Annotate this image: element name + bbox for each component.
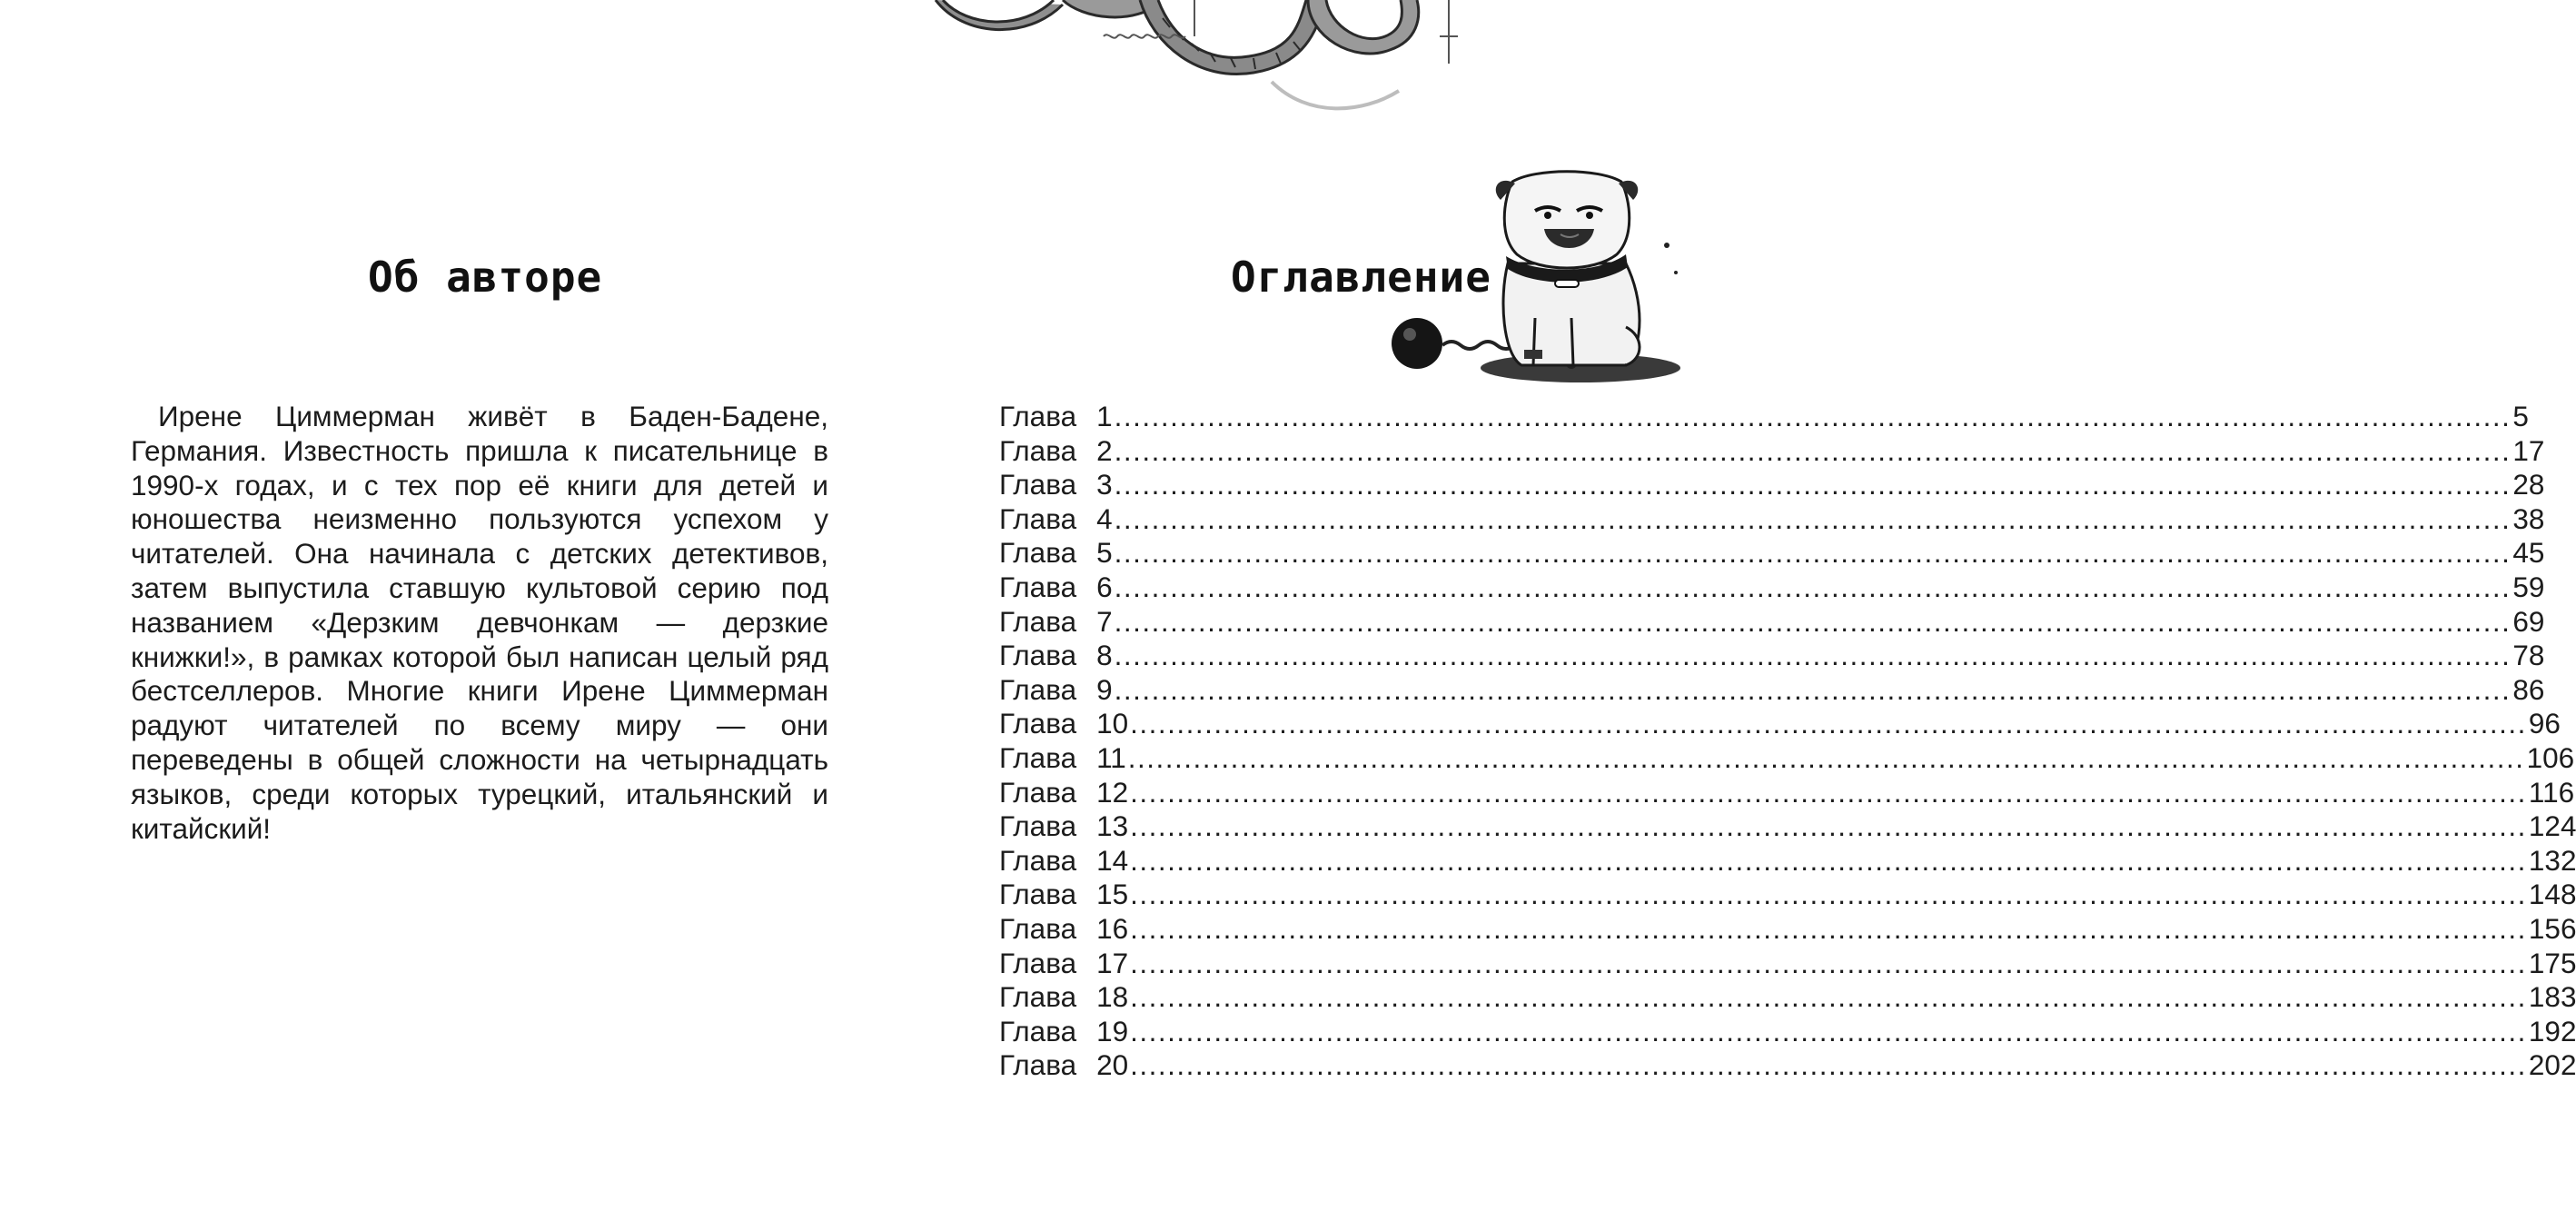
- toc-label: Глава: [999, 809, 1077, 843]
- toc-entry[interactable]: [999, 468, 2545, 502]
- toc-entry[interactable]: [999, 740, 2575, 776]
- toc-leader-dots: ......................................................................................................................................................: [1114, 604, 2512, 638]
- toc-label: Глава: [999, 843, 1077, 877]
- toc-page-number: 69: [2512, 604, 2545, 638]
- right-page: [908, 0, 2576, 1221]
- toc-page-number: 175: [2528, 946, 2576, 979]
- toc-label: Глава: [999, 468, 1077, 501]
- toc-page-number: 148: [2528, 878, 2576, 911]
- toc-entry[interactable]: [999, 501, 2545, 537]
- toc-page-number: 38: [2512, 501, 2545, 535]
- toc-entry[interactable]: [999, 843, 2576, 879]
- toc-leader-dots: ......................................................................................................................................................: [1130, 911, 2527, 945]
- toc-label: Глава: [999, 740, 1077, 774]
- toc-label: Глава: [999, 946, 1077, 979]
- toc-page-number: 5: [2512, 400, 2529, 432]
- toc-entry[interactable]: [999, 400, 2529, 434]
- contents-heading: Оглавление: [1231, 253, 1491, 302]
- toc-entry[interactable]: [999, 911, 2576, 947]
- toc-leader-dots: ......................................................................................................................................................: [1114, 433, 2512, 467]
- toc-page-number: 45: [2512, 536, 2545, 570]
- toc-leader-dots: ......................................................................................................................................................: [1127, 740, 2525, 774]
- toc-leader-dots: ......................................................................................................................................................: [1130, 809, 2527, 843]
- toc-chapter-number: 10: [1096, 707, 1129, 740]
- toc-chapter-number: 18: [1096, 980, 1129, 1014]
- toc-leader-dots: ......................................................................................................................................................: [1130, 843, 2527, 877]
- toc-leader-dots: ......................................................................................................................................................: [1114, 672, 2512, 706]
- toc-chapter-number: 6: [1096, 570, 1113, 603]
- table-of-contents: [999, 400, 2576, 1083]
- toc-chapter-number: 9: [1096, 672, 1113, 706]
- toc-entry[interactable]: [999, 570, 2545, 605]
- toc-entry[interactable]: [999, 672, 2545, 708]
- toc-label: Глава: [999, 536, 1077, 570]
- toc-label: Глава: [999, 1014, 1077, 1047]
- toc-chapter-number: 7: [1096, 604, 1113, 638]
- toc-chapter-number: 5: [1096, 536, 1113, 570]
- toc-label: Глава: [999, 570, 1077, 603]
- toc-entry[interactable]: [999, 433, 2545, 469]
- toc-chapter-number: 11: [1096, 740, 1126, 774]
- toc-page-number: 156: [2528, 911, 2576, 945]
- toc-chapter-number: 13: [1096, 809, 1129, 843]
- toc-page-number: 132: [2528, 843, 2576, 877]
- toc-label: Глава: [999, 1048, 1077, 1082]
- toc-page-number: 106: [2526, 740, 2575, 774]
- toc-leader-dots: ......................................................................................................................................................: [1114, 400, 2512, 432]
- toc-label: Глава: [999, 775, 1077, 809]
- left-page: [0, 0, 908, 1221]
- toc-leader-dots: ......................................................................................................................................................: [1130, 1048, 2527, 1082]
- toc-label: Глава: [999, 911, 1077, 945]
- pug-with-ball-and-chain-illustration-icon: [1353, 164, 1689, 391]
- toc-page-number: 124: [2528, 809, 2576, 843]
- toc-page-number: 78: [2512, 639, 2545, 672]
- toc-entry[interactable]: [999, 1014, 2576, 1049]
- toc-chapter-number: 8: [1096, 639, 1113, 672]
- toc-leader-dots: ......................................................................................................................................................: [1114, 468, 2512, 501]
- toc-entry[interactable]: [999, 536, 2545, 571]
- toc-leader-dots: ......................................................................................................................................................: [1114, 570, 2512, 603]
- toc-entry[interactable]: [999, 707, 2561, 741]
- toc-page-number: 116: [2528, 775, 2575, 809]
- toc-leader-dots: ......................................................................................................................................................: [1130, 946, 2527, 979]
- toc-page-number: 192: [2528, 1014, 2576, 1047]
- toc-page-number: 59: [2512, 570, 2545, 603]
- toc-label: Глава: [999, 433, 1077, 467]
- toc-leader-dots: ......................................................................................................................................................: [1114, 501, 2512, 535]
- toc-page-number: 28: [2512, 468, 2545, 501]
- toc-label: Глава: [999, 707, 1077, 740]
- toc-label: Глава: [999, 604, 1077, 638]
- toc-chapter-number: 15: [1096, 878, 1129, 911]
- toc-leader-dots: ......................................................................................................................................................: [1130, 707, 2527, 740]
- toc-entry[interactable]: [999, 980, 2576, 1015]
- about-author-heading: Об авторе: [368, 253, 603, 302]
- toc-chapter-number: 19: [1096, 1014, 1129, 1047]
- toc-chapter-number: 1: [1096, 400, 1113, 432]
- toc-page-number: 86: [2512, 672, 2545, 706]
- toc-chapter-number: 20: [1096, 1048, 1129, 1082]
- toc-chapter-number: 4: [1096, 501, 1113, 535]
- toc-page-number: 17: [2512, 433, 2545, 467]
- toc-entry[interactable]: [999, 604, 2545, 640]
- toc-leader-dots: ......................................................................................................................................................: [1130, 980, 2527, 1014]
- toc-entry[interactable]: [999, 878, 2576, 912]
- toc-leader-dots: ......................................................................................................................................................: [1114, 536, 2512, 570]
- toc-label: Глава: [999, 501, 1077, 535]
- toc-label: Глава: [999, 639, 1077, 672]
- toc-chapter-number: 14: [1096, 843, 1129, 877]
- toc-leader-dots: ......................................................................................................................................................: [1130, 1014, 2527, 1047]
- toc-entry[interactable]: [999, 809, 2576, 844]
- toc-leader-dots: ......................................................................................................................................................: [1130, 775, 2527, 809]
- toc-label: Глава: [999, 878, 1077, 911]
- toc-page-number: 183: [2528, 980, 2576, 1014]
- toc-entry[interactable]: [999, 1048, 2576, 1083]
- about-author-text: Ирене Циммерман живёт в Баден-Бадене, Германия. Известность пришла к писательнице в 1990-х годах, и с тех пор её книги для детей и юношества неизменно пользуются успехом у читателей. Она начинала с детских детективов, затем выпустила ставшую культовой серию под названием «Дерзким девчонкам — дерзкие книжки!», в рамках которой был написан целый ряд бестселлеров. Многие книги Ирене Циммерман радуют читателей по всему миру — они переведены в общей сложности на четырнадцать языков, среди которых турецкий, итальянский и китайский!: [131, 400, 828, 845]
- toc-label: Глава: [999, 980, 1077, 1014]
- toc-leader-dots: ......................................................................................................................................................: [1130, 878, 2527, 911]
- toc-entry[interactable]: [999, 946, 2576, 981]
- toc-leader-dots: ......................................................................................................................................................: [1114, 639, 2512, 672]
- toc-page-number: 202: [2528, 1048, 2576, 1082]
- toc-chapter-number: 12: [1096, 775, 1129, 809]
- toc-chapter-number: 16: [1096, 911, 1129, 945]
- toc-entry[interactable]: [999, 775, 2575, 810]
- toc-chapter-number: 3: [1096, 468, 1113, 501]
- toc-label: Глава: [999, 672, 1077, 706]
- toc-chapter-number: 2: [1096, 433, 1113, 467]
- toc-page-number: 96: [2528, 707, 2561, 740]
- toc-label: Глава: [999, 400, 1077, 432]
- toc-entry[interactable]: [999, 639, 2545, 673]
- toc-chapter-number: 17: [1096, 946, 1129, 979]
